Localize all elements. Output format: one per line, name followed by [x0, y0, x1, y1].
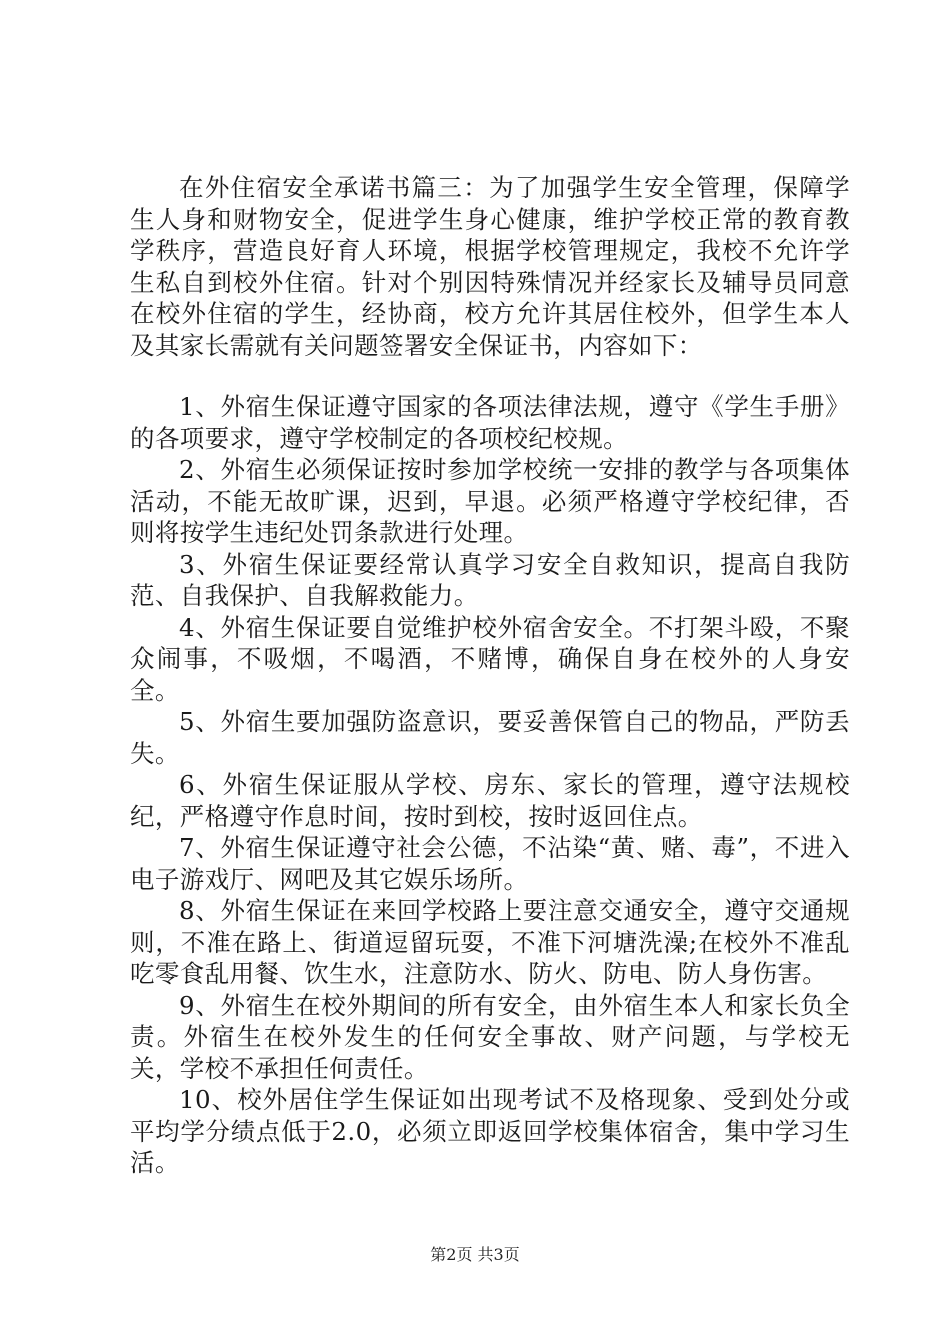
clause-item: 9、外宿生在校外期间的所有安全，由外宿生本人和家长负全责。外宿生在校外发生的任何安全事故、财产问题，与学校无关，学校不承担任何责任。	[130, 990, 850, 1083]
clause-item: 8、外宿生保证在来回学校路上要注意交通安全，遵守交通规则，不准在路上、街道逗留玩耍，不准下河塘洗澡;在校外不准乱吃零食乱用餐、饮生水，注意防水、防火、防电、防人身伤害。	[130, 896, 850, 988]
clause-item: 1、外宿生保证遵守国家的各项法律法规，遵守《学生手册》的各项要求，遵守学校制定的各项校纪校规。	[130, 392, 850, 453]
clause-item: 3、外宿生保证要经常认真学习安全自救知识，提高自我防范、自我保护、自我解救能力。	[130, 549, 850, 610]
intro-paragraph: 在外住宿安全承诺书篇三：为了加强学生安全管理，保障学生人身和财物安全，促进学生身心健康，维护学校正常的教育教学秩序，营造良好育人环境，根据学校管理规定，我校不允许学生私自到校外住宿。针对个别因特殊情况并经家长及辅导员同意在校外住宿的学生，经协商，校方允许其居住校外，但学生本人及其家长需就有关问题签署安全保证书，内容如下：	[130, 173, 850, 360]
clause-item: 4、外宿生保证要自觉维护校外宿舍安全。不打架斗殴，不聚众闹事，不吸烟，不喝酒，不赌博，确保自身在校外的人身安全。	[130, 612, 850, 705]
clause-list	[130, 391, 850, 1179]
clause-item: 7、外宿生保证遵守社会公德，不沾染“黄、赌、毒”，不进入电子游戏厅、网吧及其它娱乐场所。	[130, 833, 850, 894]
clause-item: 10、校外居住学生保证如出现考试不及格现象、受到处分或平均学分绩点低于2.0，必须立即返回学校集体宿舍，集中学习生活。	[130, 1085, 850, 1177]
clause-item: 2、外宿生必须保证按时参加学校统一安排的教学与各项集体活动，不能无故旷课，迟到，早退。必须严格遵守学校纪律，否则将按学生违纪处罚条款进行处理。	[130, 455, 850, 547]
clause-item: 6、外宿生保证服从学校、房东、家长的管理，遵守法规校纪，严格遵守作息时间，按时到校，按时返回住点。	[130, 770, 850, 831]
page-number-footer: 第2页 共3页	[430, 1245, 520, 1264]
clause-item: 5、外宿生要加强防盗意识，要妥善保管自己的物品，严防丢失。	[130, 707, 850, 768]
